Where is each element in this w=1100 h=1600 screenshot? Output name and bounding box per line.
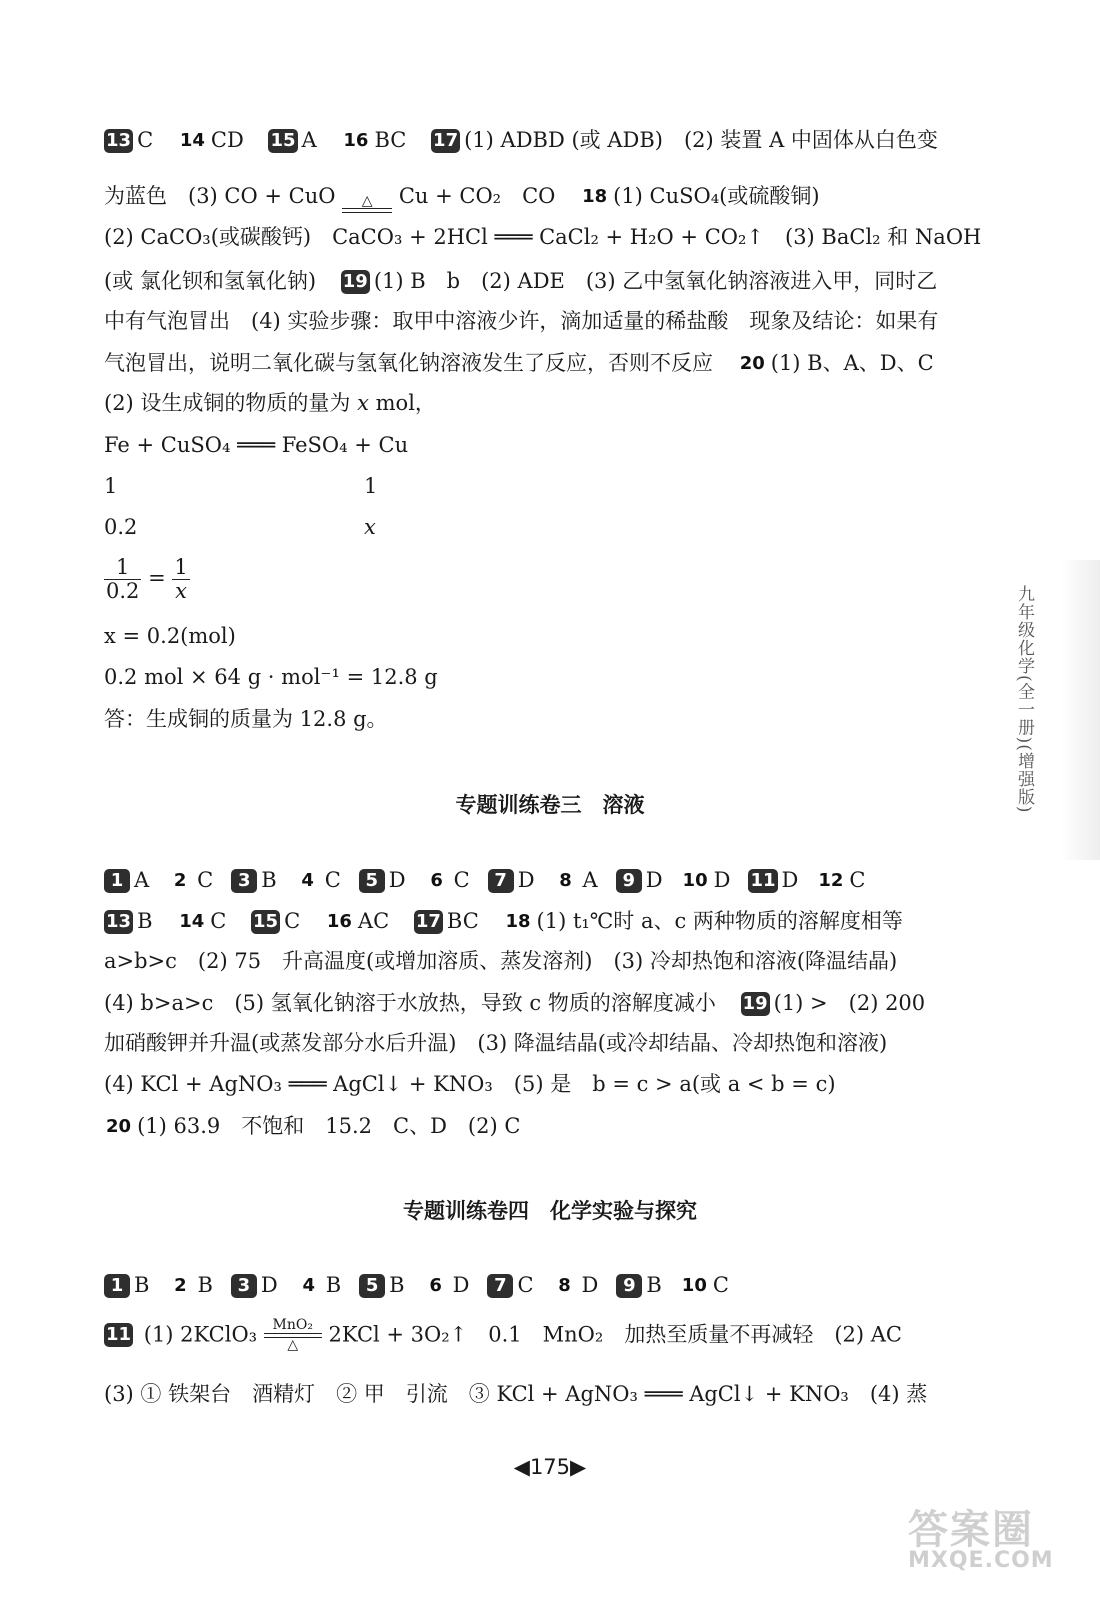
answer-line [104, 1318, 902, 1354]
answer-text: BC [446, 909, 479, 933]
answer-text: C [284, 909, 301, 933]
ratio-row-2: 0.2 [104, 515, 138, 539]
denominator: x [175, 579, 187, 604]
equals: = [148, 566, 166, 591]
final-answer: 答：生成铜的质量为 12.8 g。 [104, 707, 388, 731]
question-badge: 6 [429, 1275, 442, 1296]
question-badge: 12 [818, 870, 844, 891]
denominator: 0.2 [106, 579, 140, 604]
question-badge: 19 [342, 271, 368, 292]
question-badge: 5 [359, 869, 385, 893]
answer-text: D [781, 868, 799, 892]
question-badge: 1 [104, 1274, 130, 1298]
answer-text: C [137, 128, 154, 152]
question-badge: 8 [559, 870, 572, 891]
answer-text: (1) t₁℃时 a、c 两种物质的溶解度相等 [536, 909, 903, 933]
answer-x: x = 0.2(mol) [104, 624, 236, 648]
question-badge: 20 [106, 1116, 132, 1137]
answer-text: Cu + CO₂ CO [398, 184, 556, 208]
book-title-side: 九年级化学(全一册)(增强版) [1014, 585, 1034, 814]
answer-text: 为蓝色 (3) CO + CuO [104, 184, 336, 208]
answer-line-6 [104, 352, 934, 376]
answer-line: a>b>c (2) 75 升高温度(或增加溶质、蒸发溶剂) (3) 冷却热饱和溶液(降温结晶) [104, 949, 898, 973]
answer-text: C [210, 909, 227, 933]
answer-line: (4) KCl + AgNO₃ ═══ AgCl↓ + KNO₃ (5) 是 b = c > a(或 a < b = c) [104, 1072, 836, 1096]
answer-text: BC [374, 128, 407, 152]
question-badge: 9 [616, 869, 642, 893]
proportion-equation [104, 556, 190, 603]
answer-text: B [646, 1273, 662, 1297]
question-badge: 14 [179, 130, 205, 151]
question-badge: 14 [179, 911, 205, 932]
answer-text: B [197, 1273, 213, 1297]
question-badge: 4 [301, 870, 314, 891]
answer-line [104, 992, 925, 1016]
answer-text: B [137, 909, 153, 933]
answer-text: B [389, 1273, 405, 1297]
answer-text: (1) B、A、D、C [770, 351, 934, 375]
watermark-logo: 答案圈 [908, 1507, 1034, 1553]
answer-text: CD [210, 128, 244, 152]
answer-text: C [849, 868, 866, 892]
answer-text: C [712, 1273, 729, 1297]
heat-symbol: △ [287, 1337, 299, 1354]
answer-text: D [581, 1273, 599, 1297]
answer-text: D [260, 1273, 278, 1297]
equation-line: Fe + CuSO₄ ═══ FeSO₄ + Cu [104, 433, 409, 457]
answer-text: (4) b>a>c (5) 氢氧化钠溶于水放热，导致 c 物质的溶解度减小 [104, 991, 716, 1015]
answer-line-7 [104, 393, 436, 414]
question-badge: 15 [270, 130, 296, 151]
question-badge: 1 [104, 869, 130, 893]
fraction-right [172, 556, 189, 603]
answer-text: (1) 2KClO₃ [143, 1322, 258, 1347]
page-edge-shadow [1060, 560, 1100, 860]
answer-text: mol， [375, 391, 436, 415]
fraction-left [104, 556, 141, 603]
numerator: 1 [104, 556, 141, 580]
answer-text: D [517, 868, 535, 892]
answer-line-2 [104, 185, 820, 213]
question-badge: 15 [253, 911, 279, 932]
answer-line [104, 1115, 520, 1139]
answer-text: C [197, 868, 214, 892]
answer-line: 加硝酸钾并升温(或蒸发部分水后升温) (3) 降温结晶(或冷却结晶、冷却热饱和溶液) [104, 1031, 888, 1055]
answer-text: D [452, 1273, 470, 1297]
question-badge: 16 [343, 130, 369, 151]
answer-text: 2KCl + 3O₂↑ 0.1 MnO₂ 加热至质量不再减轻 (2) AC [328, 1322, 902, 1347]
question-badge: 19 [742, 993, 768, 1014]
question-badge: 6 [430, 870, 443, 891]
question-badge: 2 [174, 1275, 187, 1296]
answer-line-5: 中有气泡冒出 (4) 实验步骤：取甲中溶液少许，滴加适量的稀盐酸 现象及结论：如果有 [104, 309, 939, 333]
answer-text: B [325, 1273, 342, 1297]
reaction-condition [342, 194, 392, 213]
answer-text: A [582, 868, 598, 892]
numerator: 1 [174, 555, 188, 579]
answer-text: C [453, 868, 470, 892]
reaction-condition [264, 1318, 322, 1354]
answer-text: D [645, 868, 663, 892]
question-badge: 11 [106, 1324, 132, 1346]
answer-text: (或 氯化钡和氢氧化钠) [104, 269, 317, 293]
ratio-row-1: 1 [104, 474, 118, 498]
answer-text: AC [357, 909, 390, 933]
answer-text: C [517, 1273, 534, 1297]
question-badge: 7 [487, 1274, 513, 1298]
question-badge: 3 [231, 1274, 257, 1298]
question-badge: 10 [682, 870, 708, 891]
ratio-row-2-right: x [364, 515, 376, 539]
question-badge: 2 [173, 870, 187, 891]
question-badge: 18 [582, 186, 608, 207]
mass-calculation: 0.2 mol × 64 g · mol⁻¹ = 12.8 g [104, 665, 438, 689]
answer-text: 气泡冒出，说明二氧化碳与氢氧化钠溶液发生了反应，否则不反应 [104, 351, 713, 375]
answer-text: A [301, 128, 317, 152]
question-badge: 17 [433, 130, 459, 151]
answer-text: (1) B b (2) ADE (3) 乙中氢氧化钠溶液进入甲，同时乙 [373, 269, 938, 293]
answer-text: D [713, 868, 731, 892]
answer-text: C [324, 868, 341, 892]
answer-text: (1) > (2) 200 [773, 991, 926, 1015]
answer-line [104, 910, 903, 934]
question-badge: 11 [750, 870, 776, 891]
answer-text: (2) 设生成铜的物质的量为 [104, 391, 351, 415]
question-badge: 17 [415, 911, 441, 932]
answer-text: (1) 63.9 不饱和 15.2 C、D (2) C [137, 1114, 521, 1138]
answer-text: (1) CuSO₄(或硫酸铜) [613, 184, 820, 208]
ratio-row-1-right: 1 [364, 474, 378, 498]
answer-line-4 [104, 270, 937, 294]
question-badge: 8 [558, 1275, 571, 1296]
question-badge: 13 [106, 130, 132, 151]
answer-row [104, 1274, 729, 1298]
catalyst: MnO₂ [272, 1317, 313, 1333]
question-badge: 10 [681, 1275, 707, 1296]
variable: x [357, 391, 369, 415]
answer-text: (1) ADBD (或 ADB) (2) 装置 A 中固体从白色变 [464, 128, 938, 152]
section-title: 专题训练卷四 化学实验与探究 [403, 1199, 697, 1223]
question-badge: 7 [488, 869, 514, 893]
question-badge: 5 [359, 1274, 385, 1298]
answer-text: B [134, 1273, 150, 1297]
question-badge: 4 [302, 1275, 315, 1296]
question-badge: 20 [739, 353, 765, 374]
page-number: ◀175▶ [513, 1455, 587, 1479]
watermark-url: MXQE.COM [908, 1548, 1054, 1573]
question-badge: 18 [505, 911, 531, 932]
answer-text: A [134, 868, 150, 892]
answer-line: (3) ① 铁架台 酒精灯 ② 甲 引流 ③ KCl + AgNO₃ ═══ AgCl↓ + KNO₃ (4) 蒸 [104, 1382, 928, 1406]
question-badge: 13 [106, 911, 132, 932]
question-badge: 16 [326, 911, 352, 932]
question-badge: 3 [231, 869, 257, 893]
answer-row [104, 869, 866, 893]
heat-symbol: △ [361, 193, 373, 209]
answer-line-1 [104, 129, 938, 153]
answer-text: B [261, 868, 277, 892]
answer-line-3: (2) CaCO₃(或碳酸钙) CaCO₃ + 2HCl ═══ CaCl₂ + H₂O + CO₂↑ (3) BaCl₂ 和 NaOH [104, 225, 982, 249]
section-title: 专题训练卷三 溶液 [455, 793, 645, 817]
answer-text: D [388, 868, 406, 892]
question-badge: 9 [616, 1274, 642, 1298]
